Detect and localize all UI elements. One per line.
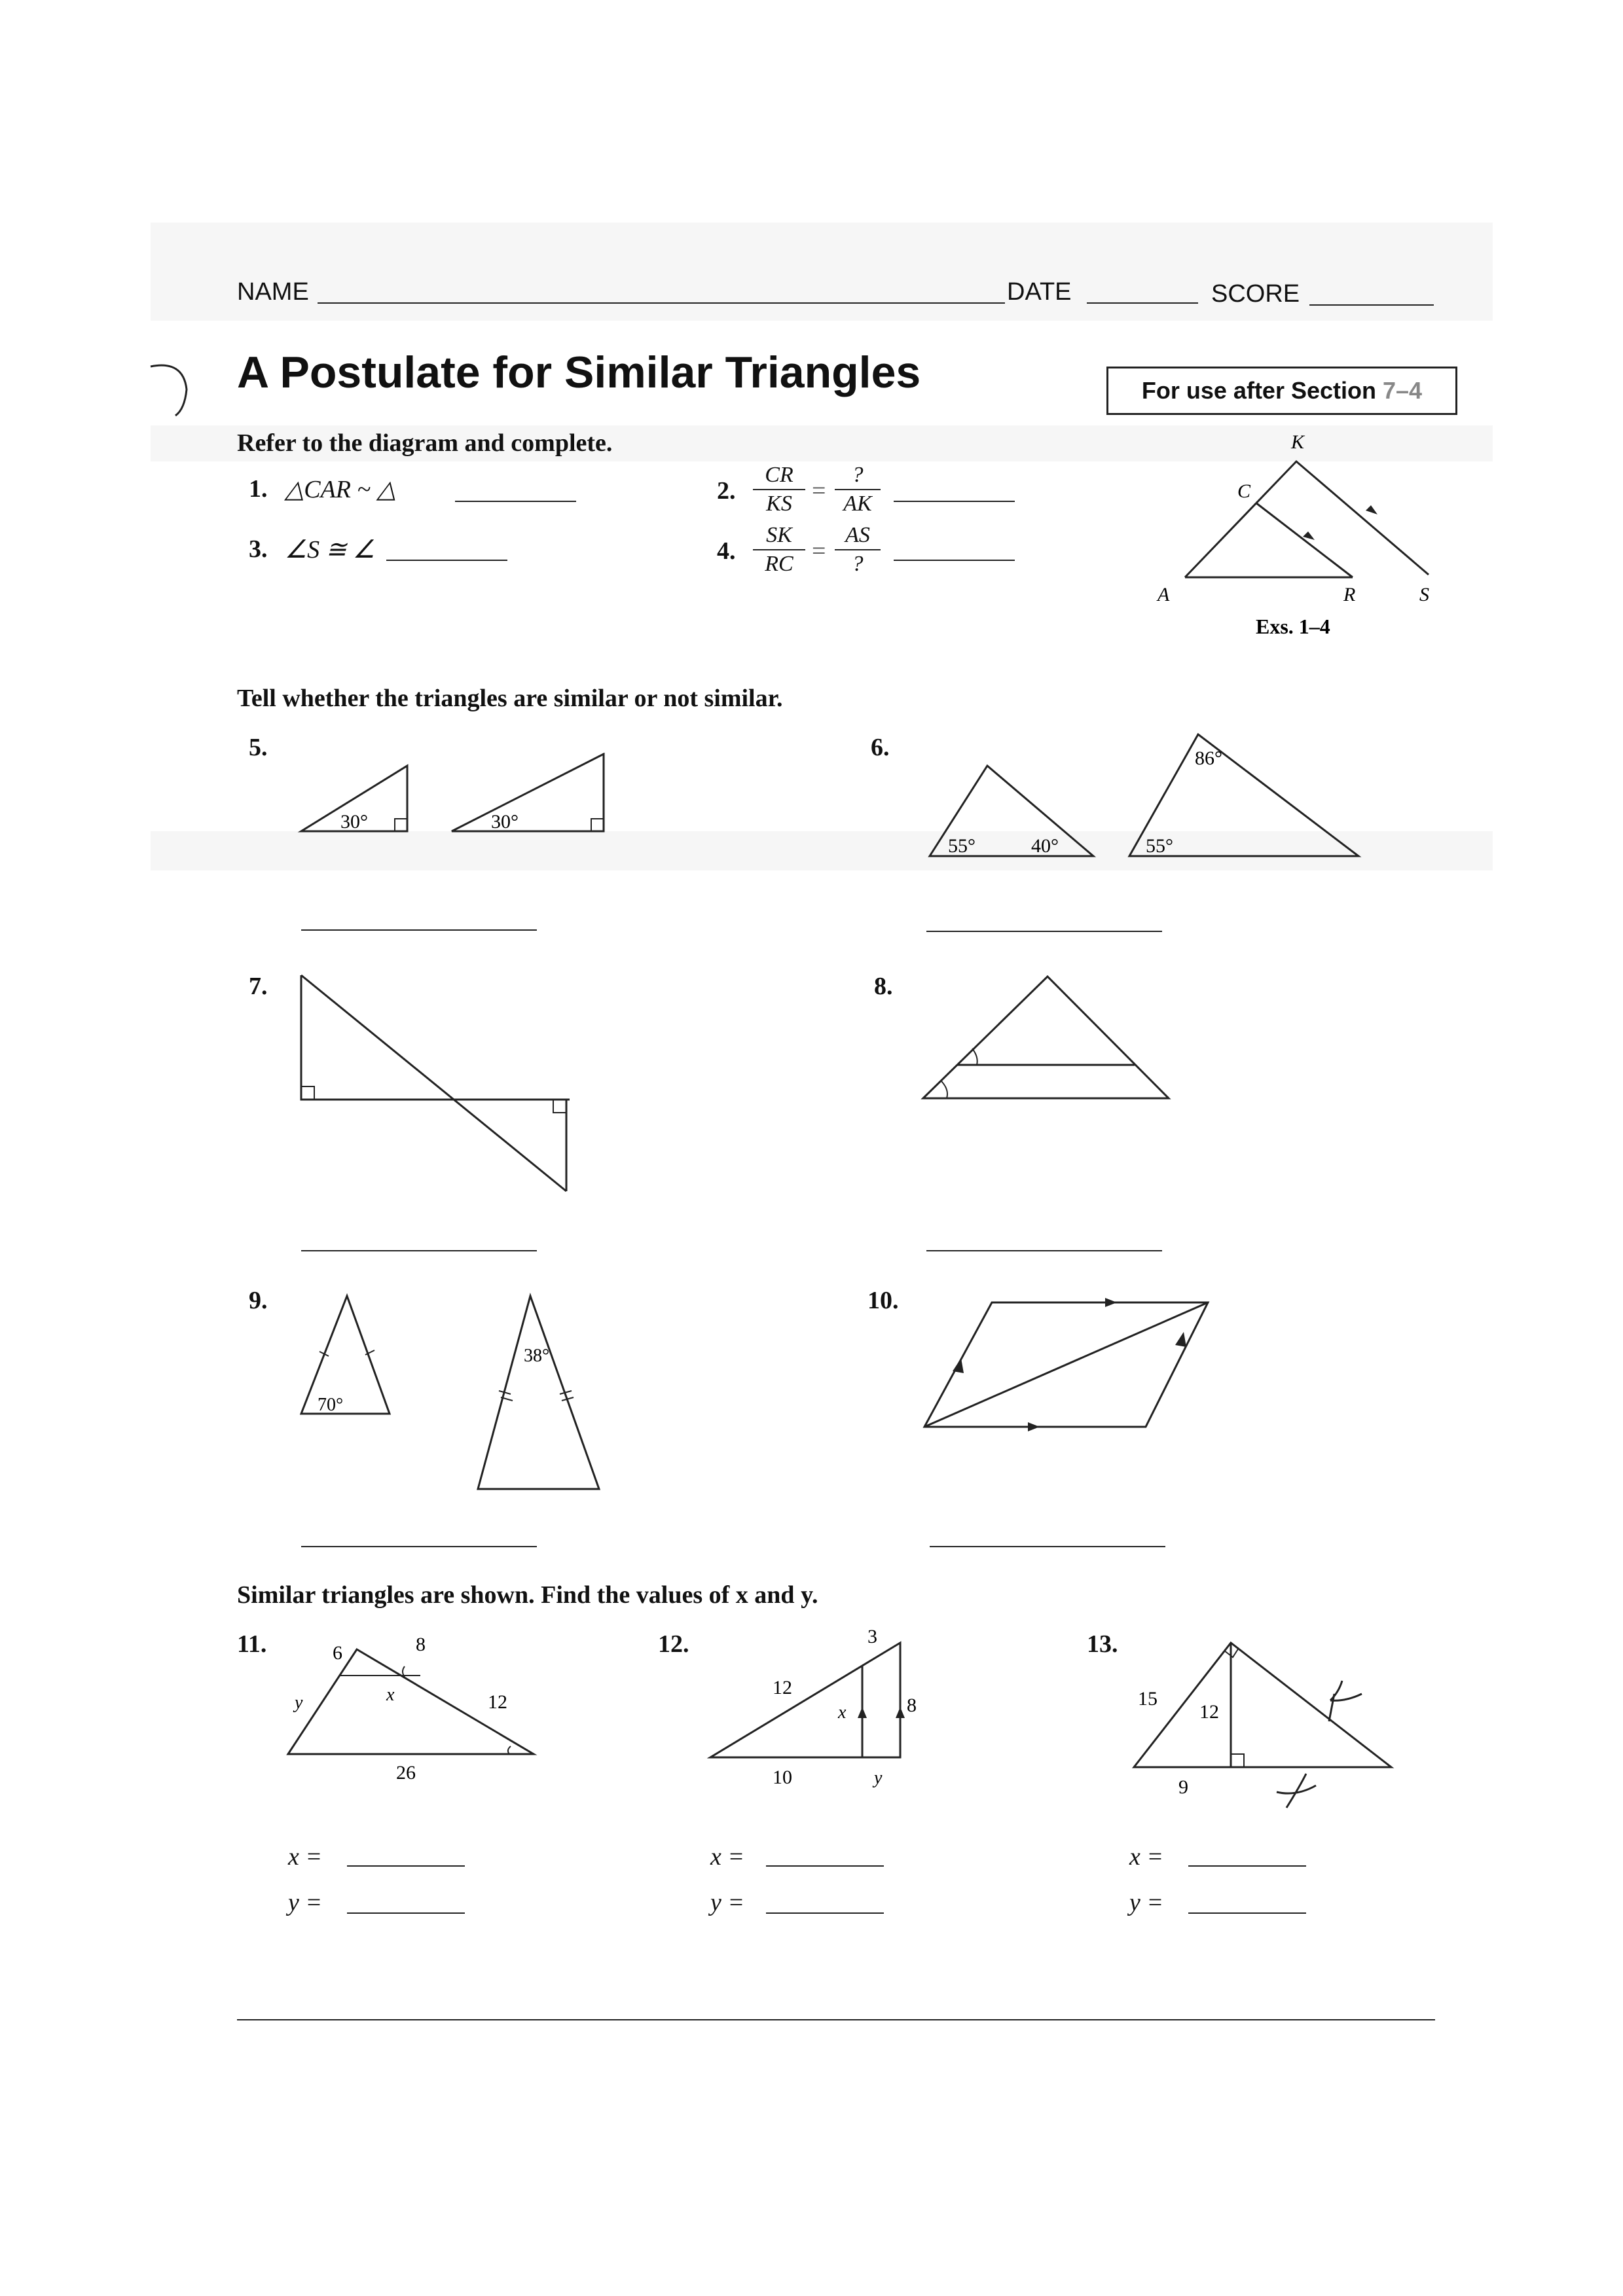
q2-frac2-num: ?	[852, 463, 864, 487]
q4-fraction-left	[753, 522, 805, 578]
parallel-arrow	[953, 1358, 964, 1373]
q2-equals: =	[812, 477, 826, 505]
q13-x-answer[interactable]	[1188, 1865, 1306, 1867]
q9-number: 9.	[249, 1287, 268, 1314]
q5-number: 5.	[249, 734, 268, 761]
section-box-text: For use after Section	[1141, 377, 1383, 404]
name-label: NAME	[237, 278, 309, 306]
q12-label-x: x	[838, 1702, 847, 1723]
parallel-arrow	[1175, 1332, 1186, 1347]
name-line	[318, 302, 1005, 304]
section-box	[1106, 367, 1457, 415]
q3-answer-line[interactable]	[386, 560, 507, 561]
label-s: S	[1419, 584, 1429, 605]
q10-number: 10.	[867, 1287, 899, 1314]
q2-fraction-left	[753, 461, 805, 518]
q6-number: 6.	[871, 734, 890, 761]
q4-frac1-num: SK	[766, 523, 792, 547]
q12-y-label: y =	[710, 1889, 745, 1916]
q9-triangle-b	[478, 1296, 599, 1489]
handwritten-x-mark	[1277, 1774, 1316, 1808]
q12-label-3: 3	[867, 1630, 877, 1647]
q7-triangle-left	[301, 975, 570, 1100]
q3-text: ∠S ≅ ∠	[285, 536, 375, 564]
q13-y-label: y =	[1129, 1889, 1164, 1916]
q2-answer-line[interactable]	[894, 501, 1015, 502]
q13-number: 13.	[1087, 1630, 1118, 1658]
q1-answer-line[interactable]	[455, 501, 576, 502]
q11-y-answer[interactable]	[347, 1912, 465, 1914]
q11-figure	[282, 1630, 543, 1793]
q13-label-9: 9	[1178, 1776, 1188, 1798]
part2-instruction: Tell whether the triangles are similar or not similar.	[237, 685, 783, 712]
score-line	[1309, 304, 1434, 306]
q13-label-12: 12	[1199, 1701, 1219, 1723]
angle-mark	[508, 1746, 511, 1754]
q13-triangle	[1134, 1643, 1391, 1767]
q7-number: 7.	[249, 973, 268, 1000]
q10-diagonal	[924, 1302, 1208, 1427]
q13-x-label: x =	[1129, 1843, 1164, 1871]
q5-angle-a: 30°	[340, 811, 368, 833]
q13-y-answer[interactable]	[1188, 1912, 1306, 1914]
q6-angle-b1: 86°	[1195, 747, 1222, 769]
label-c: C	[1237, 480, 1251, 502]
q4-equals: =	[812, 537, 826, 565]
q2-frac1-den: KS	[753, 489, 805, 518]
parallel-segment-cr	[1256, 503, 1353, 577]
q10-figure	[917, 1296, 1218, 1446]
q1-text: △CAR ~ △	[285, 476, 396, 503]
q12-label-y: y	[874, 1768, 883, 1788]
q5-triangle-b	[452, 754, 604, 831]
q2-frac1-num: CR	[765, 463, 793, 487]
q11-label-x: x	[386, 1685, 395, 1705]
q9-angle-a: 70°	[318, 1395, 344, 1415]
q2-fraction-right	[835, 461, 881, 518]
parallel-arrow	[1303, 531, 1315, 540]
q9-answer-line[interactable]	[301, 1546, 537, 1547]
q11-label-8: 8	[416, 1634, 426, 1655]
score-label: SCORE	[1211, 280, 1300, 308]
parallel-arrow	[1028, 1422, 1040, 1431]
q2-frac2-den: AK	[835, 489, 881, 518]
q9-triangle-a	[301, 1296, 390, 1414]
q12-x-answer[interactable]	[766, 1865, 884, 1867]
q3-number: 3.	[249, 535, 268, 563]
right-angle-mark	[1231, 1754, 1244, 1767]
q8-outer-triangle	[923, 977, 1169, 1098]
page-title: A Postulate for Similar Triangles	[237, 348, 921, 397]
binding-hole-mark	[144, 353, 196, 425]
q11-label-12: 12	[488, 1691, 507, 1713]
handwritten-y-mark	[1329, 1681, 1362, 1721]
right-angle-mark	[395, 819, 407, 831]
q8-figure	[917, 969, 1178, 1106]
outer-triangle	[1185, 461, 1429, 577]
q6-angle-a2: 40°	[1031, 835, 1059, 857]
q8-answer-line[interactable]	[926, 1250, 1162, 1251]
parallel-arrow	[1105, 1298, 1117, 1307]
q12-x-label: x =	[710, 1843, 745, 1871]
q12-label-10: 10	[773, 1767, 792, 1788]
q4-frac1-den: RC	[753, 549, 805, 578]
q12-y-answer[interactable]	[766, 1912, 884, 1914]
q12-triangle	[710, 1643, 900, 1757]
q4-fraction-right	[835, 522, 881, 578]
angle-mark	[403, 1666, 405, 1677]
date-label: DATE	[1007, 278, 1072, 306]
q10-answer-line[interactable]	[930, 1546, 1165, 1547]
q11-label-26: 26	[396, 1762, 416, 1784]
q6-figure	[917, 733, 1375, 864]
q1-number: 1.	[249, 475, 268, 503]
q5-figure	[295, 753, 635, 844]
diagram-caption: Exs. 1–4	[1256, 615, 1330, 638]
q11-y-label: y =	[288, 1889, 323, 1916]
q4-frac2-num: AS	[845, 523, 870, 547]
label-k: K	[1291, 431, 1305, 453]
q11-x-label: x =	[288, 1843, 323, 1871]
part1-instruction: Refer to the diagram and complete.	[237, 429, 613, 457]
q4-number: 4.	[717, 537, 736, 565]
q11-x-answer[interactable]	[347, 1865, 465, 1867]
angle-mark	[972, 1049, 977, 1065]
q6-angle-b2: 55°	[1146, 835, 1173, 857]
q4-frac2-den: ?	[835, 549, 881, 578]
q2-number: 2.	[717, 477, 736, 505]
q11-number: 11.	[237, 1630, 267, 1658]
q5-angle-b: 30°	[491, 811, 519, 833]
right-angle-mark	[301, 1086, 314, 1100]
angle-mark	[941, 1081, 947, 1098]
q12-label-8: 8	[907, 1695, 917, 1716]
q12-label-12: 12	[773, 1677, 792, 1698]
parallel-arrow	[896, 1707, 905, 1718]
q5-answer-line[interactable]	[301, 929, 537, 931]
footer-rule	[237, 2019, 1435, 2020]
q8-number: 8.	[874, 973, 893, 1000]
q12-number: 12.	[658, 1630, 689, 1658]
right-angle-mark	[591, 819, 604, 831]
q11-label-6: 6	[333, 1642, 342, 1664]
exs-1-4-diagram	[1139, 425, 1467, 641]
label-r: R	[1343, 584, 1356, 605]
q13-figure	[1126, 1630, 1414, 1846]
q7-answer-line[interactable]	[301, 1250, 537, 1251]
q13-label-15: 15	[1138, 1688, 1158, 1710]
q7-figure	[295, 969, 576, 1204]
q12-figure	[707, 1630, 943, 1800]
date-line	[1087, 302, 1198, 304]
label-a: A	[1158, 584, 1170, 605]
q9-figure	[295, 1283, 622, 1492]
q7-transversal	[301, 975, 566, 1191]
q9-angle-b: 38°	[524, 1346, 550, 1366]
q6-answer-line[interactable]	[926, 931, 1162, 932]
q11-label-y: y	[295, 1693, 303, 1713]
section-box-number: 7–4	[1383, 377, 1423, 404]
parallel-arrow	[1366, 505, 1377, 514]
q4-answer-line[interactable]	[894, 560, 1015, 561]
part3-instruction: Similar triangles are shown. Find the values of x and y.	[237, 1581, 818, 1609]
parallel-arrow	[858, 1707, 867, 1718]
q6-angle-a1: 55°	[948, 835, 976, 857]
right-angle-mark	[553, 1100, 566, 1113]
